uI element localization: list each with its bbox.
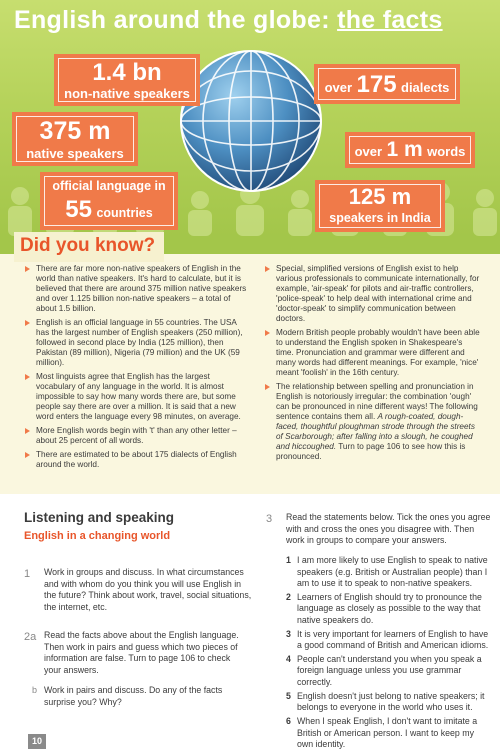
did-you-know-panel: [0, 254, 500, 494]
task-number: b: [32, 685, 38, 695]
task-1: [24, 567, 254, 613]
statement-text: Learners of English should try to pronounce the language as closely as possible to the way that native speakers do.: [297, 591, 482, 626]
did-you-know-heading: Did you know?: [14, 232, 164, 262]
statement-number: 5: [286, 690, 291, 701]
fact-value: 1.4 bn: [92, 59, 162, 86]
fact-value: 1 m: [386, 138, 423, 161]
page-number: 10: [28, 734, 46, 749]
page-title: [14, 6, 443, 35]
list-item: Modern British people probably wouldn't have been able to understand the English spoken in Shakespeare's time. Pronunciation and grammar were different and many words had different meanings. For example, 'nice' meant 'foolish' in the 16th century.: [264, 328, 482, 378]
statement-text: It is very important for learners of English to have a good command of British and American idioms.: [297, 628, 489, 651]
task-text: Read the facts above about the English language. Then work in pairs and guess which two pieces of information are false. Turn to page 106 to check your answers.: [44, 630, 239, 675]
fact-non-native-speakers: [54, 54, 200, 106]
ough-sentence: A rough-coated, dough-faced, thoughtful ploughman strode through the streets of Scarborough; after falling into a slough, he coughed and hiccoughed.: [276, 412, 475, 451]
task-number: 2a: [24, 631, 37, 643]
divider: [0, 494, 500, 502]
statement-number: 4: [286, 653, 291, 664]
fact-label: non-native speakers: [64, 86, 190, 101]
fact-label: dialects: [401, 80, 450, 95]
statement-number: 3: [286, 628, 291, 639]
list-item: [264, 382, 482, 462]
statements-list: [286, 555, 492, 749]
list-item: Special, simplified versions of English exist to help various professionals to communicate internationally, for example, 'air-speak' for pilots and air-traffic controllers, 'police-speak' to help deal with international crime and 'doctor-speak' to simplify communication between doctors.: [264, 264, 482, 324]
section-title: Listening and speaking: [24, 510, 175, 525]
list-item: There are far more non-native speakers of English in the world than native speakers. It's hard to calculate, but it is believed that there are around 375 million native speakers and over 1.125 billion non-native speakers – a total of about 1.5 billion.: [24, 264, 250, 314]
title-emphasis: the facts: [337, 6, 443, 34]
task-2b: [32, 685, 249, 708]
fact-native-speakers: [12, 112, 138, 166]
task-text: Work in groups and discuss. In what circumstances and with whom do you think you will use English in the future? Think about work, travel, social situations, the internet, etc.: [44, 567, 252, 612]
list-item: More English words begin with 't' than any other letter – about 25 percent of all words.: [24, 426, 250, 446]
task-number: 1: [24, 568, 31, 580]
fact-label: speakers in India: [329, 211, 431, 225]
fact-label: words: [427, 144, 466, 159]
statement-text: People can't understand you when you speak a foreign language unless you use grammar correctly.: [297, 653, 482, 688]
statement-item: [286, 691, 492, 714]
fact-text: The relationship between spelling and pronunciation in English is notoriously irregular: the combination 'ough' can be pronounced in nine different ways! The following sentence contains them all.: [276, 382, 478, 421]
fact-prefix: over: [324, 80, 353, 95]
fact-label: native speakers: [26, 146, 124, 161]
fact-value: 125 m: [348, 184, 412, 209]
section-subtitle: English in a changing world: [24, 530, 171, 542]
hero-banner: [0, 0, 500, 236]
fact-official-language: [40, 172, 178, 230]
list-item: Most linguists agree that English has the largest vocabulary of any language in the world. It is almost impossible to say how many words there are, but some people say there are over a million. It is said that a new word enters the language every 98 minutes, on average.: [24, 372, 250, 422]
statement-item: [286, 654, 492, 689]
fact-label: countries: [96, 206, 153, 220]
fact-words: [345, 132, 475, 168]
task-text: Read the statements below. Tick the ones you agree with and cross the ones you disagree with. Then work in groups to compare your answers.: [286, 512, 491, 546]
list-item: English is an official language in 55 countries. The USA has the largest number of English speakers (250 million), followed in second place by India (125 million), then Pakistan (89 million), Nigeria (79 million) and the UK (59 million).: [24, 318, 250, 368]
fact-text: Turn to page 106 to see how this is pronounced.: [276, 442, 466, 461]
fact-dialects: [314, 64, 460, 104]
list-item: There are estimated to be about 175 dialects of English around the world.: [24, 450, 250, 470]
statement-item: [286, 592, 492, 627]
statement-number: 2: [286, 591, 291, 602]
task-3: [266, 512, 492, 547]
task-number: 3: [266, 513, 273, 525]
facts-column-right: [264, 264, 482, 466]
fact-value: 375 m: [39, 117, 111, 145]
statement-number: 1: [286, 555, 291, 565]
fact-value: 175: [356, 71, 397, 98]
statement-text: English doesn't just belong to native speakers; it belongs to everyone in the world who uses it.: [297, 690, 485, 713]
facts-column-left: [24, 264, 250, 474]
fact-label: official language in: [52, 179, 166, 193]
fact-value: 55: [65, 196, 92, 223]
task-text: Work in pairs and discuss. Do any of the facts surprise you? Why?: [44, 685, 223, 707]
fact-prefix: over: [354, 144, 383, 159]
title-text: English around the globe:: [14, 6, 338, 34]
statement-text: I am more likely to use English to speak to native speakers (e.g. British or Australian people) than I am to use it to speak to non-native speakers.: [297, 555, 488, 589]
fact-india-speakers: [315, 180, 445, 232]
statement-item: [286, 629, 492, 652]
statement-text: When I speak English, I don't want to imitate a British or American person. I want to keep my own identity.: [297, 715, 478, 749]
statement-number: 6: [286, 715, 291, 726]
task-2a: [24, 630, 249, 676]
statement-item: [286, 555, 492, 590]
statement-item: [286, 716, 492, 749]
